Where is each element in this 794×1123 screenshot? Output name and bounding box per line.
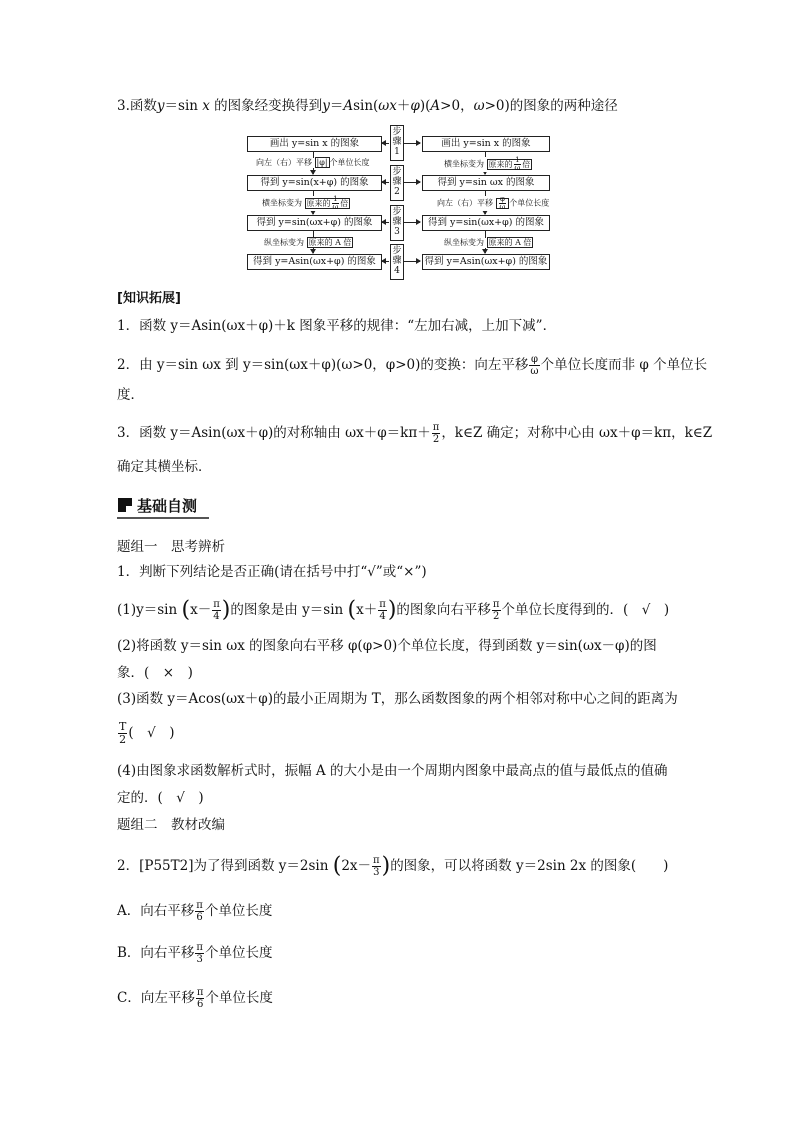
intro-var: ω: [473, 98, 485, 114]
stmt-text: 的图象向右平移: [396, 602, 491, 618]
fraction: [372, 855, 381, 878]
flow-arrow-left: [382, 143, 389, 144]
stmt-text: x＋: [356, 602, 378, 618]
frac-den: 2: [119, 733, 127, 746]
label-text: 纵坐标变为: [264, 238, 304, 247]
knowledge-item-3: [117, 422, 712, 445]
flow-left-box-4: 得到 y=Asin(ωx+φ) 的图象: [247, 254, 382, 270]
flow-left-box-2: 得到 y=sin(x+φ) 的图象: [247, 175, 382, 191]
frac-num: π: [196, 987, 204, 998]
opt-text: B．向右平移: [117, 945, 195, 961]
label-text: 原来的: [488, 159, 513, 169]
statement-4: (4)由图象求函数解析式时，振幅 A 的大小是由一个周期内图象中最高点的值与最低点的值确: [117, 763, 668, 779]
flow-arrow-right: [404, 182, 420, 183]
statement-4-cont: 定的．( √ ): [117, 790, 204, 806]
label-text: 倍: [340, 198, 349, 208]
intro-var: ωx: [378, 98, 397, 114]
intro-text: 3.函数: [117, 98, 157, 114]
flow-arrow-left: [382, 261, 389, 262]
group1-title: 题组一 思考辨析: [117, 539, 225, 555]
frac-num: 1: [333, 195, 338, 203]
flow-right-box-2: 得到 y=sin ωx 的图象: [422, 175, 550, 191]
opt-text: A．向右平移: [117, 903, 195, 919]
item-text: ，k∈Z 确定；对称中心由 ωx＋φ＝kπ，k∈Z: [441, 425, 713, 441]
frac-num: π: [379, 599, 386, 610]
flow-step-3: 步骤3: [390, 205, 404, 241]
stmt-text: (1)y＝sin: [117, 602, 182, 618]
frac-num: π: [492, 599, 500, 610]
label-boxed: |φ|: [316, 158, 328, 167]
option-a: [117, 900, 272, 923]
opt-text: 个单位长度: [205, 945, 273, 961]
paren: (: [347, 597, 357, 623]
knowledge-item-1: 1．函数 y＝Asin(ωx＋φ)＋k 图象平移的规律：“左加右减，上加下减”．: [117, 318, 557, 334]
stmt-text: ( √ ): [128, 725, 175, 741]
label-text: 个单位长度: [509, 198, 550, 208]
group2-title: 题组二 教材改编: [117, 817, 225, 833]
paren: (: [332, 853, 342, 879]
frac-den: 2: [493, 611, 500, 622]
statement-1: [117, 599, 669, 622]
label-boxed: 原来的 A 倍: [488, 238, 532, 247]
fraction: [195, 900, 204, 923]
paren: ): [381, 853, 391, 879]
flow-step-2: 步骤2: [390, 165, 404, 201]
label-text: 原来的: [306, 198, 331, 208]
knowledge-item-2-cont: 度．: [117, 387, 144, 403]
stmt-text: x－: [190, 602, 212, 618]
fraction: [332, 196, 340, 211]
intro-text: )(: [419, 98, 431, 114]
label-text: 向左（右）平移: [256, 158, 312, 167]
item-text: 2．由 y＝sin ωx 到 y＝sin(ωx＋φ)(ω>0，φ>0)的变换：向左平移: [117, 357, 529, 373]
intro-text: sin(: [353, 98, 379, 114]
frac-num: 1: [515, 156, 520, 164]
stmt-text: 的图象是由 y＝sin: [230, 602, 348, 618]
fraction: [378, 599, 387, 622]
frac-den: 6: [196, 999, 204, 1010]
flow-arrow-right: [404, 261, 420, 262]
fraction: [212, 599, 221, 622]
frac-num: φ: [530, 354, 538, 365]
opt-text: 个单位长度: [205, 990, 273, 1006]
item-text: 个单位长度而非 φ 个单位长: [540, 357, 708, 373]
fraction: [492, 599, 501, 622]
opt-text: 个单位长度: [204, 903, 273, 919]
option-c: [117, 987, 273, 1010]
option-b: [117, 942, 273, 965]
statement-2-cont: 象．( × ): [117, 665, 193, 681]
q-text: 2．[P55T2]为了得到函数 y＝2sin: [117, 858, 333, 874]
flow-right-label-1: [444, 157, 532, 172]
section-title: 基础自测: [137, 497, 198, 515]
frac-num: π: [213, 599, 220, 610]
flow-left-label-2: [262, 196, 350, 211]
intro-var: φ: [410, 98, 420, 114]
fraction: [499, 196, 507, 211]
flow-right-box-4: 得到 y=Asin(ωx+φ) 的图象: [422, 254, 550, 270]
label-text: 倍: [522, 159, 531, 169]
intro-text: ＋: [396, 98, 411, 114]
frac-den: ω: [514, 164, 521, 172]
fraction: [196, 987, 205, 1010]
flow-right-box-3: 得到 y=sin(ωx+φ) 的图象: [422, 215, 550, 231]
frac-den: 4: [213, 611, 220, 622]
paren: ): [221, 597, 231, 623]
label-boxed: [305, 195, 351, 211]
intro-text: ＝: [329, 98, 344, 114]
frac-den: ω: [499, 203, 506, 211]
flow-step-1: 步骤1: [390, 125, 404, 161]
label-text: 横坐标变为: [262, 198, 302, 208]
flow-right-box-1: 画出 y=sin x 的图象: [422, 136, 550, 152]
q-text: 的图象，可以将函数 y＝2sin 2x 的图象( ): [390, 858, 669, 874]
section-underline: [117, 517, 209, 519]
section-square-icon: [118, 498, 132, 512]
flow-left-box-3: 得到 y=sin(ωx+φ) 的图象: [247, 215, 382, 231]
knowledge-item-2: [117, 354, 707, 377]
question-1: 1．判断下列结论是否正确(请在括号中打“√”或“×”): [117, 564, 427, 580]
intro-var: y: [322, 98, 330, 114]
frac-den: ω: [332, 203, 339, 211]
stmt-text: 个单位长度得到的．( √ ): [501, 602, 670, 618]
intro-line: [117, 97, 618, 115]
fraction: [195, 942, 204, 965]
statement-3: (3)函数 y＝Acos(ωx＋φ)的最小正周期为 T，那么函数图象的两个相邻对称中心之间的距离为: [117, 691, 678, 707]
flow-left-box-1: 画出 y=sin x 的图象: [247, 136, 382, 152]
label-text: 向左（右）平移: [437, 198, 493, 208]
frac-den: 6: [196, 912, 203, 923]
label-boxed: 原来的 A 倍: [308, 238, 352, 247]
flow-right-label-2: [437, 196, 549, 211]
intro-text: 的图象经变换得到: [209, 98, 323, 114]
frac-num: π: [196, 942, 203, 953]
frac-num: π: [196, 900, 203, 911]
item-text: 3．函数 y＝Asin(ωx＋φ)的对称轴由 ωx＋φ＝kπ＋: [117, 425, 431, 441]
intro-text: ＝sin: [164, 98, 203, 114]
intro-var: x: [202, 98, 210, 114]
fraction: [432, 422, 441, 445]
frac-num: π: [432, 422, 440, 433]
flow-arrow-right: [404, 143, 420, 144]
frac-den: 2: [432, 434, 440, 445]
frac-num: T: [119, 720, 127, 733]
frac-den: ω: [530, 366, 539, 377]
flow-arrow-right: [404, 222, 420, 223]
statement-3-cont: [117, 721, 174, 746]
flow-left-label-1: [256, 158, 370, 168]
statement-2: (2)将函数 y＝sin ωx 的图象向右平移 φ(φ>0)个单位长度，得到函数 y＝sin(ωx－φ)的图: [117, 638, 657, 654]
fraction: [529, 354, 539, 377]
flow-left-label-3: [264, 238, 353, 248]
intro-var: y: [156, 98, 165, 114]
knowledge-item-3-cont: 确定其横坐标．: [117, 459, 212, 475]
label-boxed: [496, 195, 510, 211]
fraction: [118, 721, 127, 746]
knowledge-heading: [知识拓展]: [117, 291, 181, 306]
frac-den: 4: [379, 611, 386, 622]
q-text: 2x－: [341, 858, 372, 874]
label-text: 横坐标变为: [444, 159, 484, 169]
frac-num: φ: [499, 195, 505, 203]
frac-den: 3: [373, 867, 380, 878]
intro-text: >0)的图象的两种途径: [484, 98, 618, 114]
flow-arrow-left: [382, 182, 389, 183]
intro-var: A: [430, 98, 441, 114]
flow-right-label-3: [444, 238, 533, 248]
question-2: [117, 855, 668, 878]
fraction: [514, 157, 522, 172]
label-text: 纵坐标变为: [444, 238, 484, 247]
opt-text: C．向左平移: [117, 990, 195, 1006]
intro-text: >0，: [440, 98, 474, 114]
intro-var: A: [343, 98, 354, 114]
section-header: [117, 494, 209, 520]
frac-num: π: [373, 855, 380, 866]
paren: ): [387, 597, 397, 623]
frac-den: 3: [196, 954, 203, 965]
paren: (: [181, 597, 191, 623]
label-boxed: [487, 156, 533, 172]
label-text: 个单位长度: [329, 158, 370, 167]
flow-step-4: 步骤4: [390, 244, 404, 280]
flow-arrow-left: [382, 222, 389, 223]
